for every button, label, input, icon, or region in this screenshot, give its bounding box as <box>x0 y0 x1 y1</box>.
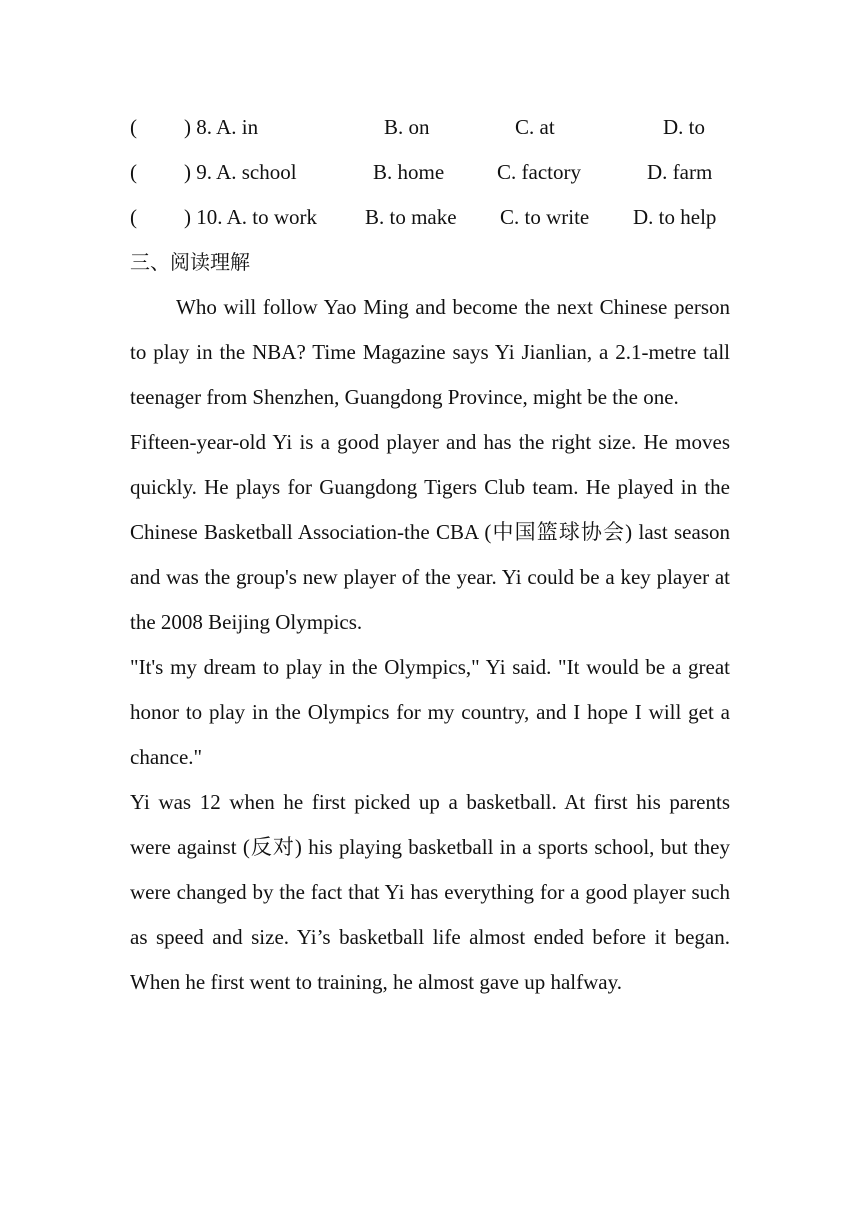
section-heading: 三、阅读理解 <box>130 250 250 274</box>
option-a: ) 10. A. to work <box>184 205 317 229</box>
document-page <box>130 105 730 1005</box>
answer-paren: ( <box>130 160 137 184</box>
question-9 <box>130 150 730 195</box>
option-d: D. farm <box>647 160 713 184</box>
passage-paragraph-1: Who will follow Yao Ming and become the next Chinese person to play in the NBA? Time Magazine says Yi Jianlian, a 2.1-metre tall teenager from Shenzhen, Guangdong Province, might be the one. <box>130 295 730 409</box>
option-b: B. on <box>384 115 430 139</box>
question-8 <box>130 105 730 150</box>
passage-paragraph-4: Yi was 12 when he first picked up a basketball. At first his parents were against (反对) his playing basketball in a sports school, but they were changed by the fact that Yi has everything for a good player such as speed and size. Yi’s basketball life almost ended before it began. When he first went to training, he almost gave up halfway. <box>130 790 730 994</box>
answer-paren: ( <box>130 205 137 229</box>
option-a: ) 9. A. school <box>184 160 297 184</box>
option-b: B. home <box>373 160 445 184</box>
answer-paren: ( <box>130 115 137 139</box>
passage-paragraph-3: "It's my dream to play in the Olympics," Yi said. "It would be a great honor to play in the Olympics for my country, and I hope I will get a chance." <box>130 655 730 769</box>
option-c: C. at <box>515 115 555 139</box>
option-b: B. to make <box>365 205 457 229</box>
passage-paragraph-2: Fifteen-year-old Yi is a good player and has the right size. He moves quickly. He plays for Guangdong Tigers Club team. He played in the Chinese Basketball Association-the CBA (中国篮球协会) last season and was the group's new player of the year. Yi could be a key player at the 2008 Beijing Olympics. <box>130 430 730 634</box>
option-c: C. to write <box>500 205 590 229</box>
option-d: D. to <box>663 115 705 139</box>
option-a: ) 8. A. in <box>184 115 259 139</box>
option-d: D. to help <box>633 205 717 229</box>
question-10 <box>130 195 730 240</box>
option-c: C. factory <box>497 160 581 184</box>
